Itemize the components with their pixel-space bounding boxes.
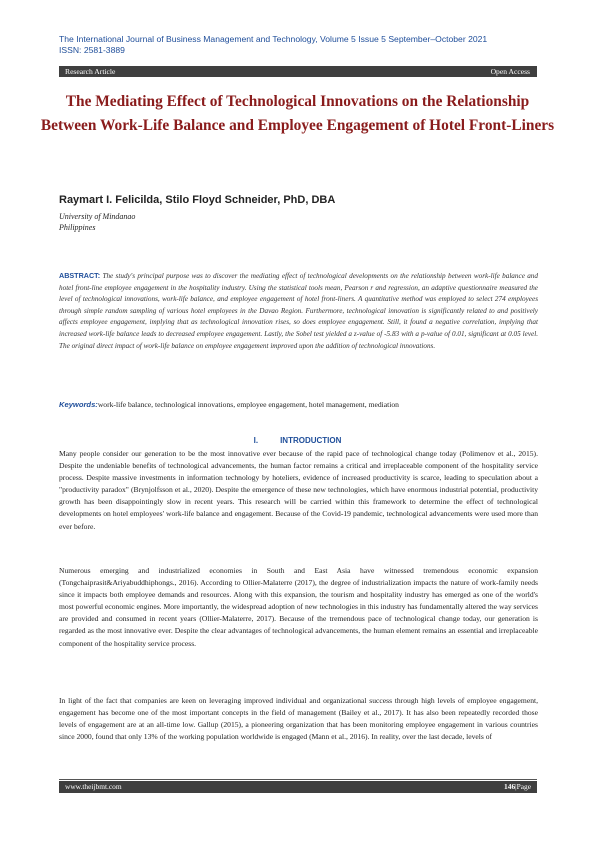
author-list: Raymart I. Felicilda, Stilo Floyd Schneider, PhD, DBA (59, 194, 336, 206)
body-paragraph: In light of the fact that companies are keen on leveraging improved individual and organizational success through high levels of employee engagement, engagement has become one of the most important concepts in the field of management (Bailey et al., 2017). It has also been repeatedly recorded those levels of engagement are at an all-time low. Gallup (2015), a pioneering organization that has been monitoring employee engagement in various countries since 2000, found that only 13% of the working population worldwide is engaged (Mann et al., 2016). In reality, over the last decade, levels of (59, 696, 538, 742)
keywords-label: Keywords: (59, 400, 98, 409)
abstract-label: ABSTRACT: (59, 271, 101, 280)
keywords (59, 399, 538, 410)
access-type-label: Open Access (490, 67, 530, 76)
footer-divider (59, 779, 537, 780)
page-number-value: 146 (504, 782, 516, 791)
affiliation-country: Philippines (59, 223, 96, 232)
affiliation-university: University of Mindanao (59, 212, 136, 221)
journal-issn: ISSN: 2581-3889 (59, 45, 125, 55)
journal-header (59, 34, 539, 56)
article-type-label: Research Article (65, 67, 116, 76)
journal-citation: The International Journal of Business Management and Technology, Volume 5 Issue 5 September–October 2021 (59, 34, 488, 44)
affiliation (59, 211, 135, 233)
page-number (504, 781, 531, 793)
body-paragraph: Many people consider our generation to be the most innovative ever because of the rapid pace of technological change today (Polimenov et al., 2015). Despite the undeniable benefits of technological advancements, the human factor remains a critical and irreplaceable component of the hospitality service process. Despite massive investments in information technology by hoteliers, evidence of increased productivity is scarce, leading to speculation about a "productivity paradox" (Brynjolfsson et al., 2020). Despite the emergence of these new technologies, which have enormous industrial potential, productivity growth has been disappointingly slow in recent years. This research will be carried within this framework to determine the effect of technological developments on hotel employees' work-life balance and engagement. Because of the Covid-19 pandemic, technological advancements were used more than ever before. (59, 449, 538, 531)
keywords-text: work-life balance, technological innovations, employee engagement, hotel management, mediation (97, 400, 399, 409)
abstract (59, 270, 538, 352)
page-number-label: |Page (515, 782, 531, 791)
section-heading (0, 436, 595, 445)
abstract-text: The study's principal purpose was to discover the mediating effect of technological developments on the relationship between work-life balance and hotel front-line employee engagement in the hospitality industry. Using the statistical tools mean, Pearson r and regression, an adaptive questionnaire measured the level of technological innovations, work-life balance, and employee engagement of hotel front-liners. A quantitative method was employed to select 274 employees through simple random sampling of various hotel employees in the Davao Region. Furthermore, technological innovation is significantly related to and positively affects employee engagement, implying that as technological innovation rises, so does employee engagement. Still, it found a negative correlation, implying that increased work-life balance leads to decreased employee engagement. Lastly, the Sobel test yielded a z-value of -5.83 with a p-value of 0.01, significant at 0.05 level. The original direct impact of work-life balance on employee engagement improved upon the addition of technological innovations. (59, 272, 538, 350)
page-footer (59, 781, 537, 793)
paper-title: The Mediating Effect of Technological Innovations on the Relationship Between Work-Life Balance and Employee Engagement of Hotel Front-Liners (40, 93, 555, 134)
journal-url: www.theijbmt.com (65, 782, 122, 791)
article-type-bar (59, 66, 537, 77)
body-paragraph: Numerous emerging and industrialized economies in South and East Asia have witnessed tremendous economic expansion (Tongchaiprasit&Ariyabuddhiphongs., 2016). According to Ollier-Malaterre (2017), the degree of industrialization impacts the nature of work-family needs since it impacts both employee demands and resources. Along with this expansion, the tourism and hospitality industry has emerged as one of the world's most powerful economic engines. More importantly, the widespread adoption of new technologies in this industry has fundamentally altered the way services are provided and consumed in recent years (Ollier-Malaterre, 2017). Because of the tremendous pace of technological change today, our generation is regarded as the most innovative ever. Despite the clear advantages of technological advancements, the human element remains an essential and irreplaceable component of the hospitality service process. (59, 566, 538, 648)
section-number: I. (253, 436, 259, 445)
section-title: INTRODUCTION (280, 436, 342, 445)
